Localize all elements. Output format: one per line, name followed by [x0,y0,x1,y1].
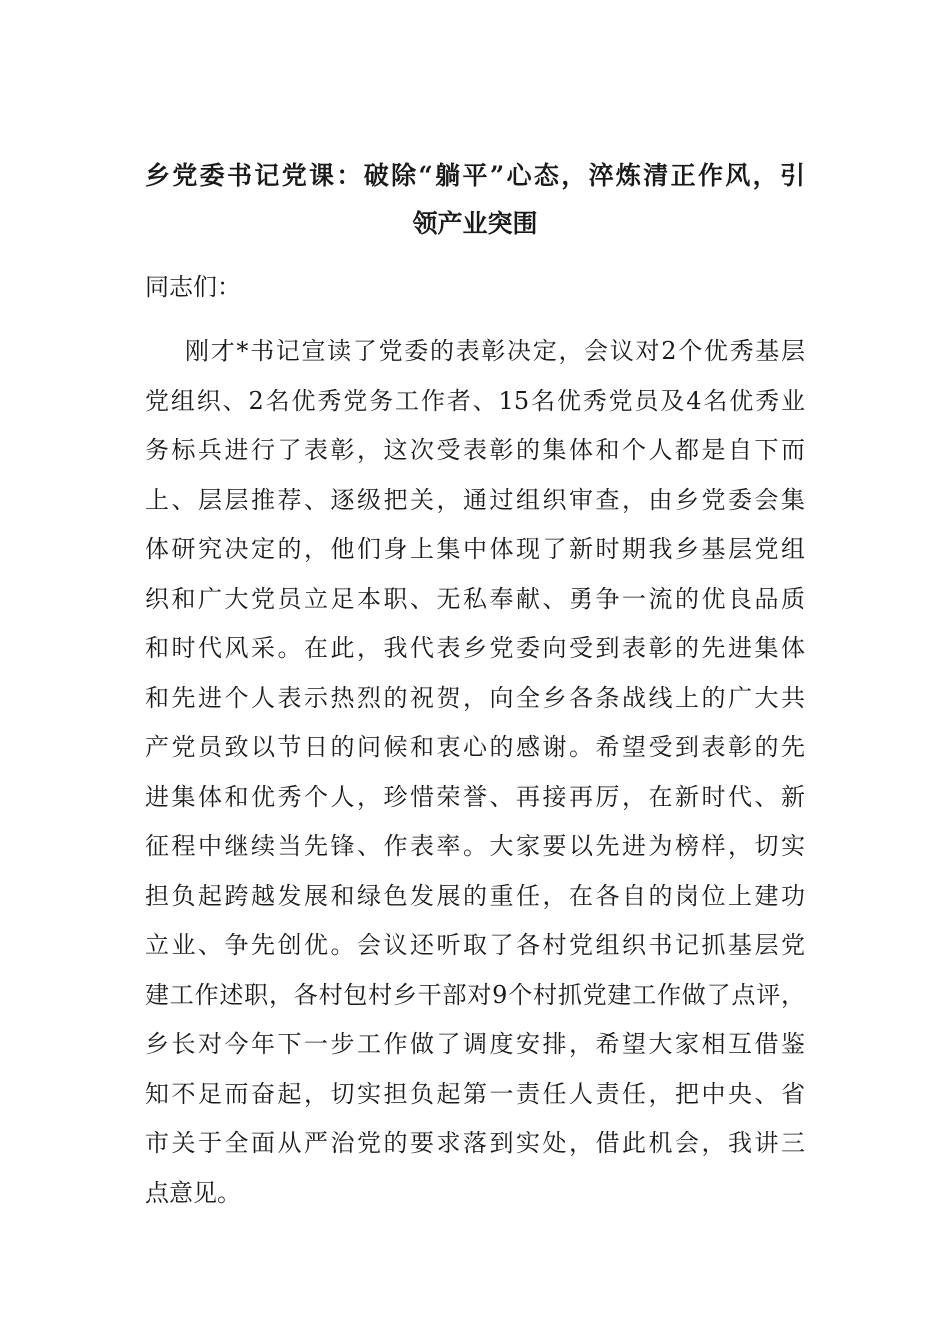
paragraph-line: 和时代风采。在此，我代表乡党委向受到表彰的先进集体 [145,634,805,662]
paragraph-line: 产党员致以节日的问候和衷心的感谢。希望受到表彰的先 [145,733,805,761]
paragraph-line: 党组织、2名优秀党务工作者、15名优秀党员及4名优秀业 [145,386,805,415]
paragraph-line: 务标兵进行了表彰，这次受表彰的集体和个人都是自下而 [145,436,805,464]
paragraph-line: 建工作述职，各村包村乡干部对9个村抓党建工作做了点评， [145,980,805,1009]
body-paragraph [145,327,805,1218]
paragraph-line: 上、层层推荐、逐级把关，通过组织审查，由乡党委会集 [145,485,805,514]
paragraph-line: 织和广大党员立足本职、无私奉献、勇争一流的优良品质 [145,584,805,613]
document-title [145,152,805,248]
paragraph-line: 刚才*书记宣读了党委的表彰决定，会议对2个优秀基层 [185,337,805,365]
title-line: 乡党委书记党课：破除“躺平”心态，淬炼清正作风，引 [145,161,805,190]
paragraph-line: 立业、争先创优。会议还听取了各村党组织书记抓基层党 [145,931,805,959]
paragraph-line: 乡长对今年下一步工作做了调度安排，希望大家相互借鉴 [145,1030,805,1058]
paragraph-line: 体研究决定的，他们身上集中体现了新时期我乡基层党组 [145,535,805,563]
paragraph-line: 和先进个人表示热烈的祝贺，向全乡各条战线上的广大共 [145,683,805,712]
paragraph-line: 进集体和优秀个人，珍惜荣誉、再接再厉，在新时代、新 [145,782,805,811]
paragraph-line: 点意见。 [145,1178,241,1207]
salutation: 同志们： [145,273,241,301]
paragraph-line: 征程中继续当先锋、作表率。大家要以先进为榜样，切实 [145,832,805,860]
paragraph-line: 市关于全面从严治党的要求落到实处，借此机会，我讲三 [145,1129,805,1157]
paragraph-line: 担负起跨越发展和绿色发展的重任，在各自的岗位上建功 [145,881,805,910]
title-line: 领产业突围 [412,209,538,238]
paragraph-line: 知不足而奋起，切实担负起第一责任人责任，把中央、省 [145,1079,805,1108]
